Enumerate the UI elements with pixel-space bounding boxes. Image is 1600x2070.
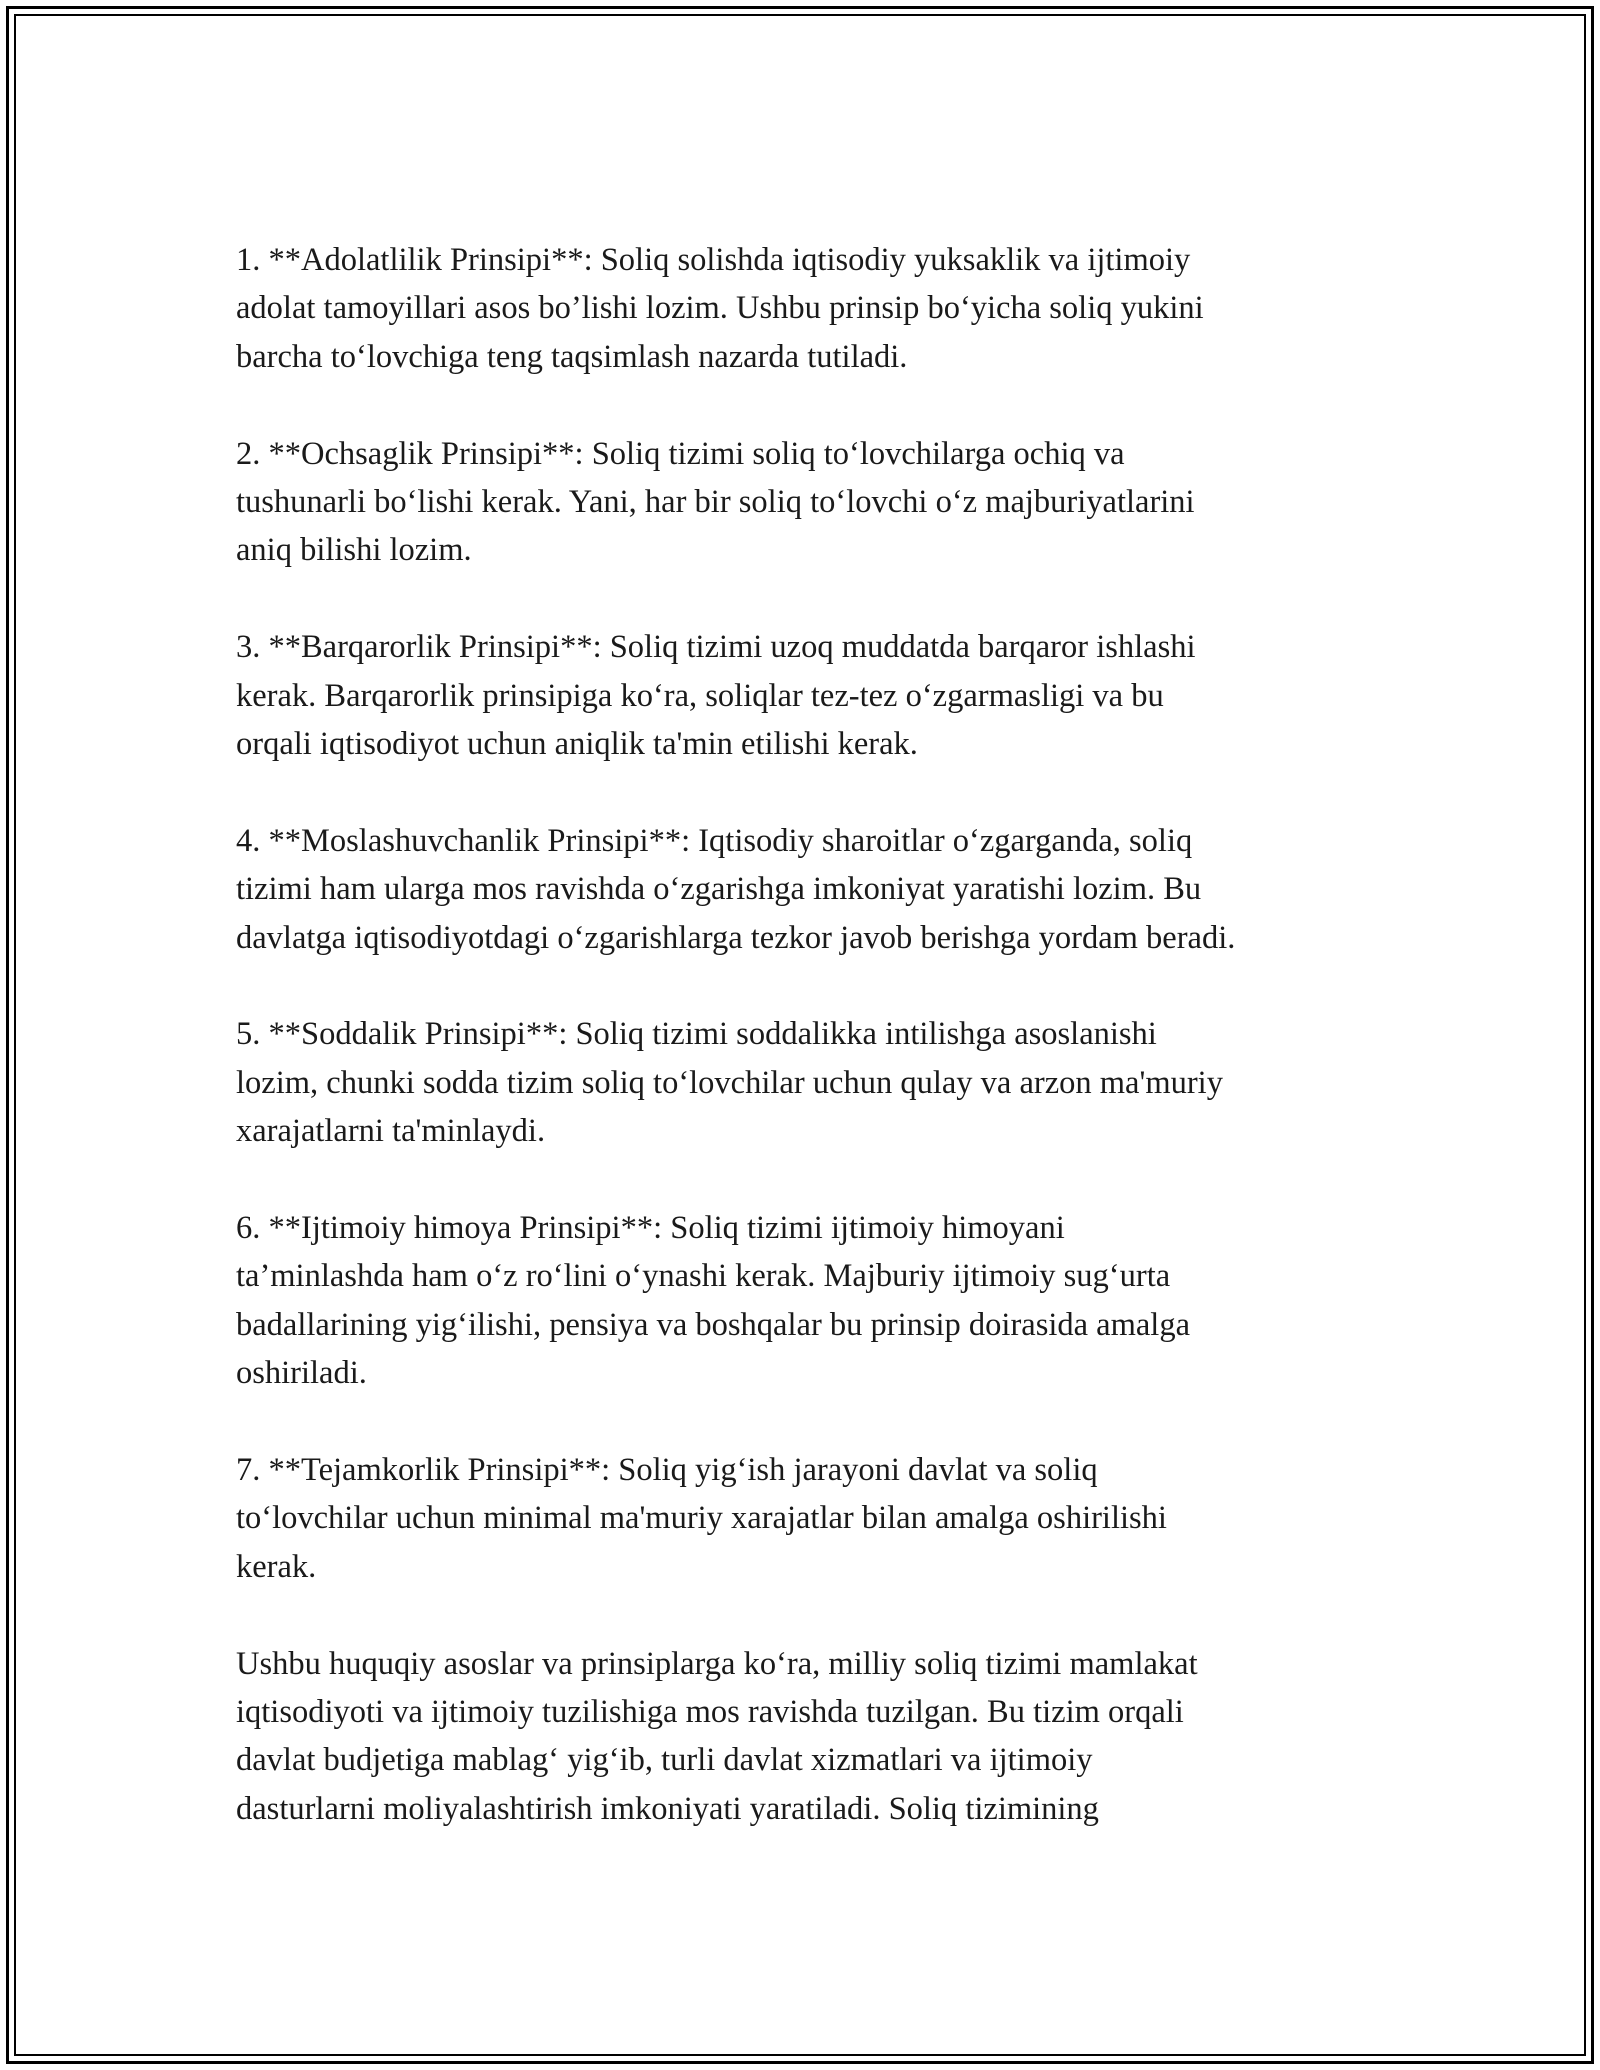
text-line: iqtisodiyoti va ijtimoiy tuzilishiga mos ravishda tuzilgan. Bu tizim orqali	[236, 1694, 1184, 1731]
text-line: kerak. Barqarorlik prinsipiga ko‘ra, soliqlar tez-tez o‘zgarmasligi va bu	[236, 677, 1164, 714]
text-line: tizimi ham ularga mos ravishda o‘zgarishga imkoniyat yaratishi lozim. Bu	[236, 871, 1202, 908]
text-line: 2. **Ochsaglik Prinsipi**: Soliq tizimi soliq to‘lovchilarga ochiq va	[236, 435, 1125, 472]
text-line: ta’minlashda ham o‘z ro‘lini o‘ynashi kerak. Majburiy ijtimoiy sug‘urta	[236, 1258, 1171, 1295]
paragraph-barqarorlik	[236, 623, 1386, 768]
text-line: oshiriladi.	[236, 1355, 367, 1392]
paragraph-ochsaglik	[236, 430, 1386, 575]
document-body	[236, 236, 1386, 1882]
text-line: 6. **Ijtimoiy himoya Prinsipi**: Soliq tizimi ijtimoiy himoyani	[236, 1210, 1065, 1247]
text-line: 5. **Soddalik Prinsipi**: Soliq tizimi soddalikka intilishga asoslanishi	[236, 1016, 1157, 1053]
text-line: tushunarli bo‘lishi kerak. Yani, har bir soliq to‘lovchi o‘z majburiyatlarini	[236, 484, 1195, 521]
text-line: adolat tamoyillari asos bo’lishi lozim. Ushbu prinsip bo‘yicha soliq yukini	[236, 290, 1204, 327]
paragraph-moslashuvchanlik	[236, 817, 1386, 962]
text-line: dasturlarni moliyalashtirish imkoniyati yaratiladi. Soliq tizimining	[236, 1790, 1099, 1827]
paragraph-conclusion	[236, 1640, 1386, 1834]
text-line: davlatga iqtisodiyotdagi o‘zgarishlarga tezkor javob berishga yordam beradi.	[236, 919, 1236, 956]
text-line: davlat budjetiga mablag‘ yig‘ib, turli davlat xizmatlari va ijtimoiy	[236, 1742, 1093, 1779]
text-line: 3. **Barqarorlik Prinsipi**: Soliq tizimi uzoq muddatda barqaror ishlashi	[236, 629, 1196, 666]
paragraph-tejamkorlik	[236, 1446, 1386, 1591]
text-line: badallarining yig‘ilishi, pensiya va boshqalar bu prinsip doirasida amalga	[236, 1306, 1191, 1343]
text-line: 4. **Moslashuvchanlik Prinsipi**: Iqtisodiy sharoitlar o‘zgarganda, soliq	[236, 822, 1193, 859]
text-line: lozim, chunki sodda tizim soliq to‘lovchilar uchun qulay va arzon ma'muriy	[236, 1064, 1223, 1101]
text-line: kerak.	[236, 1548, 317, 1585]
text-line: 7. **Tejamkorlik Prinsipi**: Soliq yig‘ish jarayoni davlat va soliq	[236, 1452, 1098, 1489]
text-line: 1. **Adolatlilik Prinsipi**: Soliq solishda iqtisodiy yuksaklik va ijtimoiy	[236, 242, 1191, 278]
text-line: to‘lovchilar uchun minimal ma'muriy xarajatlar bilan amalga oshirilishi	[236, 1500, 1167, 1537]
paragraph-soddalik	[236, 1010, 1386, 1155]
paragraph-adolatlilik	[236, 236, 1386, 381]
text-line: xarajatlarni ta'minlaydi.	[236, 1113, 546, 1150]
text-line: orqali iqtisodiyot uchun aniqlik ta'min etilishi kerak.	[236, 726, 918, 763]
text-line: barcha to‘lovchiga teng taqsimlash nazarda tutiladi.	[236, 338, 908, 375]
paragraph-ijtimoiy-himoya	[236, 1204, 1386, 1398]
text-line: Ushbu huquqiy asoslar va prinsiplarga ko‘ra, milliy soliq tizimi mamlakat	[236, 1645, 1198, 1682]
text-line: aniq bilishi lozim.	[236, 532, 472, 569]
